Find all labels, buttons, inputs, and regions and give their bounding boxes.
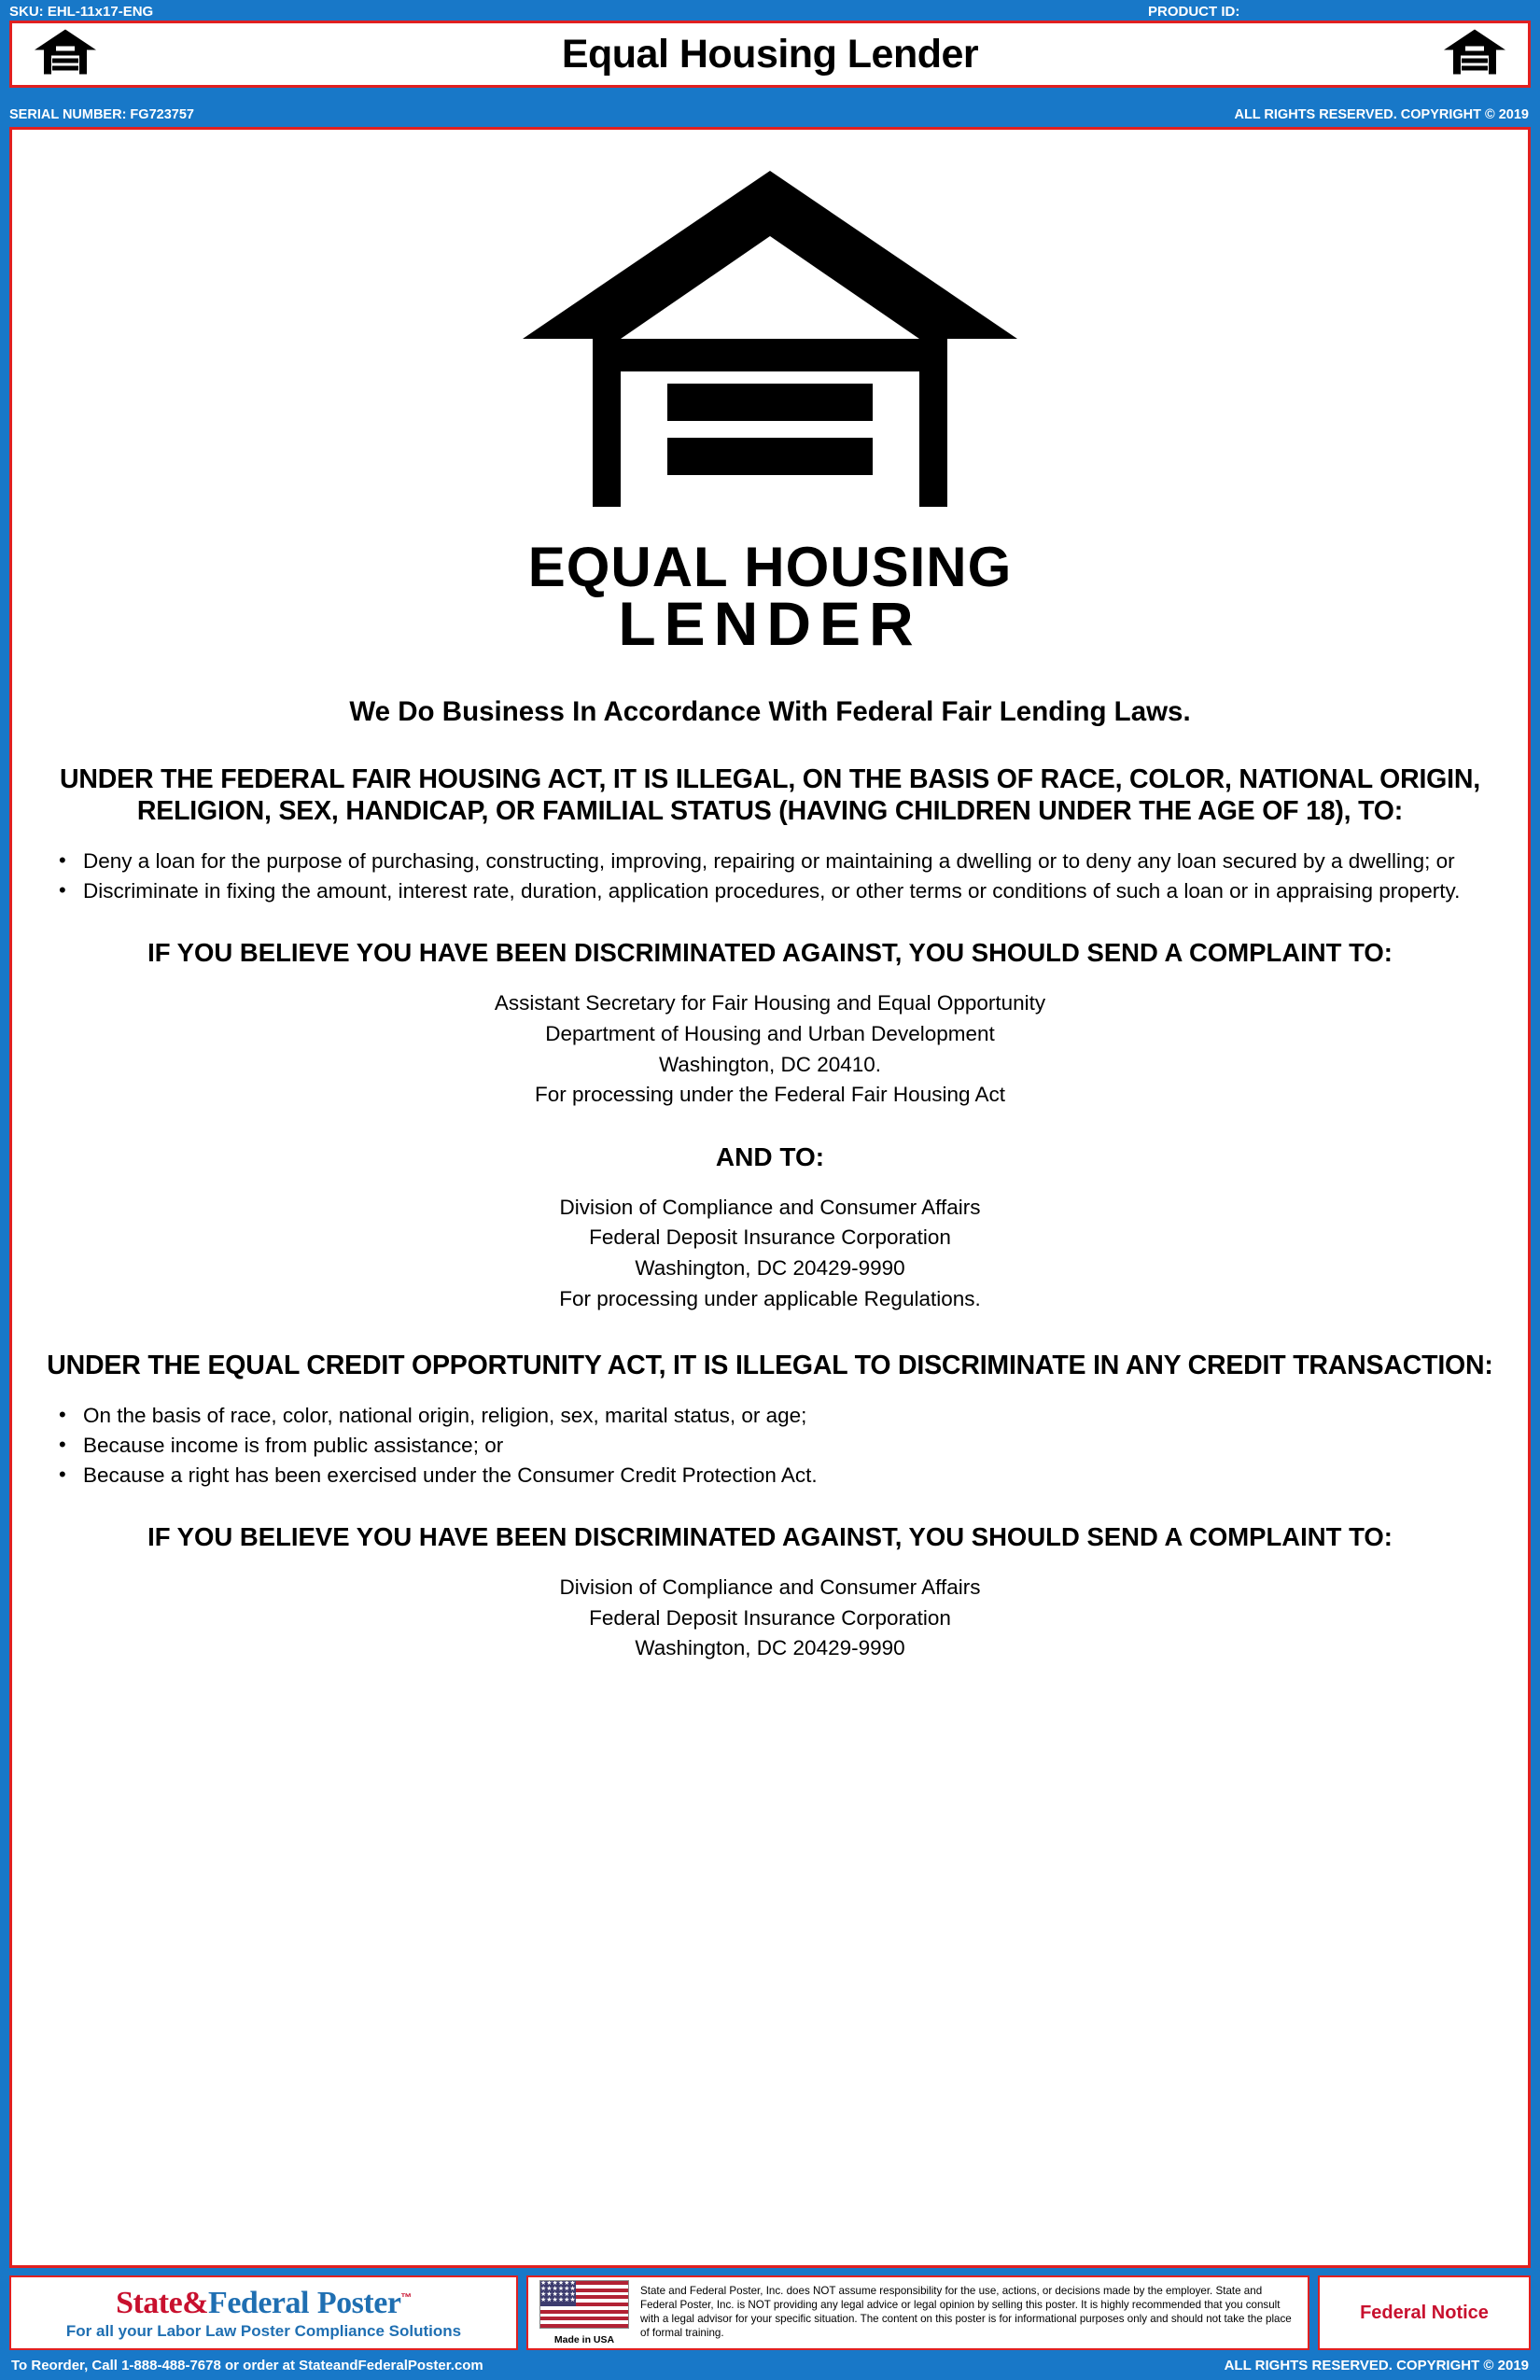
lead-statement: We Do Business In Accordance With Federal Fair Lending Laws. xyxy=(349,695,1191,727)
serial-number: SERIAL NUMBER: FG723757 xyxy=(9,107,194,122)
address-line: Federal Deposit Insurance Corporation xyxy=(589,1605,951,1630)
brand-federal: Federal xyxy=(208,2286,309,2320)
disclaimer-box xyxy=(526,2275,1309,2350)
address-line: Department of Housing and Urban Development xyxy=(545,1021,995,1045)
list-item: • Deny a loan for the purpose of purchasing, constructing, improving, repairing or maintaining a dwelling or to deny any loan secured by a dwelling; or xyxy=(59,847,1500,875)
address-line: For processing under applicable Regulations. xyxy=(559,1286,981,1310)
address-line: Division of Compliance and Consumer Affairs xyxy=(559,1195,981,1219)
and-to-heading: AND TO: xyxy=(715,1141,825,1171)
equal-housing-icon xyxy=(1442,28,1507,81)
page-title: Equal Housing Lender xyxy=(561,31,979,77)
usa-flag-icon: ★★★★★★ ★★★★★★ ★★★★★★ ★★★★★★ xyxy=(539,2280,629,2329)
large-house-icon xyxy=(518,161,1022,535)
logo-line-2: LENDER xyxy=(618,588,922,658)
list-item: • Because a right has been exercised under the Consumer Credit Protection Act. xyxy=(59,1462,1500,1490)
address-line: Assistant Secretary for Fair Housing and Equal Opportunity xyxy=(494,991,1046,1015)
fair-housing-act-heading: UNDER THE FEDERAL FAIR HOUSING ACT, IT IS ILLEGAL, ON THE BASIS OF RACE, COLOR, NATIONAL ORIGIN, RELIGION, SEX, HANDICAP, OR FAMILIAL STATUS (HAVING CHILDREN UNDER THE AGE OF 18), TO: xyxy=(60,763,1480,827)
brand-logo xyxy=(9,2275,518,2350)
equal-housing-lender-logo xyxy=(33,161,1507,658)
list-item: • Because income is from public assistance; or xyxy=(59,1432,1500,1460)
copyright-top: ALL RIGHTS RESERVED. COPYRIGHT © 2019 xyxy=(1234,107,1529,122)
usa-flag-block xyxy=(536,2280,633,2345)
address-line: Division of Compliance and Consumer Affairs xyxy=(559,1575,981,1600)
brand-tagline: For all your Labor Law Poster Compliance Solutions xyxy=(65,2322,462,2340)
equal-housing-icon xyxy=(33,28,98,81)
equal-credit-opportunity-heading: UNDER THE EQUAL CREDIT OPPORTUNITY ACT, IT IS ILLEGAL TO DISCRIMINATE IN ANY CREDIT TRANSACTION: xyxy=(47,1351,1493,1381)
logo-line-1: EQUAL HOUSING xyxy=(527,536,1013,598)
disclaimer-text: State and Federal Poster, Inc. does NOT assume responsibility for the use, actions, or decisions made by the employer. State and Federal Poster, Inc. is NOT providing any legal advice or legal opinion by selling this poster. It is highly recommended that you consult with a legal advisor for your specific situation. The content on this poster is for informational purposes only and should not take the place of formal training. xyxy=(640,2285,1292,2339)
brand-wordmark xyxy=(116,2287,412,2319)
header-banner xyxy=(9,21,1531,88)
trademark-symbol: ™ xyxy=(400,2290,412,2304)
brand-ampersand: & xyxy=(182,2286,209,2320)
poster-body xyxy=(9,127,1531,2268)
brand-state: State xyxy=(116,2286,183,2320)
address-line: Washington, DC 20429-9990 xyxy=(635,1256,905,1280)
copyright-bottom: ALL RIGHTS RESERVED. COPYRIGHT © 2019 xyxy=(1224,2358,1529,2373)
federal-notice-label: Federal Notice xyxy=(1360,2302,1489,2323)
product-id-label: PRODUCT ID: xyxy=(1148,4,1240,20)
complaint-heading-1: IF YOU BELIEVE YOU HAVE BEEN DISCRIMINATED AGAINST, YOU SHOULD SEND A COMPLAINT TO: xyxy=(147,937,1393,967)
address-line: For processing under the Federal Fair Housing Act xyxy=(535,1083,1005,1107)
bottom-bar xyxy=(0,2354,1540,2378)
federal-notice-badge xyxy=(1318,2275,1531,2350)
list-item: • Discriminate in fixing the amount, interest rate, duration, application procedures, or other terms or conditions of such a loan or in appraising property. xyxy=(59,877,1500,905)
list-item: • On the basis of race, color, national origin, religion, sex, marital status, or age; xyxy=(59,1402,1500,1430)
address-line: Washington, DC 20429-9990 xyxy=(635,1636,905,1660)
equal-credit-opportunity-bullets xyxy=(33,1402,1507,1489)
hud-address-block xyxy=(33,988,1507,1111)
fdic-address-block-2 xyxy=(33,1573,1507,1664)
address-line: Washington, DC 20410. xyxy=(658,1052,882,1076)
fair-housing-act-bullets xyxy=(33,847,1507,904)
address-line: Federal Deposit Insurance Corporation xyxy=(589,1225,951,1250)
complaint-heading-2: IF YOU BELIEVE YOU HAVE BEEN DISCRIMINATED AGAINST, YOU SHOULD SEND A COMPLAINT TO: xyxy=(147,1521,1393,1551)
fdic-address-block-1 xyxy=(33,1193,1507,1315)
reorder-text: To Reorder, Call 1-888-488-7678 or order at StateandFederalPoster.com xyxy=(11,2358,483,2373)
sku-label: SKU: EHL-11x17-ENG xyxy=(9,4,154,20)
footer xyxy=(9,2275,1531,2350)
brand-poster: Poster xyxy=(316,2286,401,2320)
serial-bar xyxy=(0,105,1540,125)
made-in-usa-label: Made in USA xyxy=(553,2334,615,2345)
